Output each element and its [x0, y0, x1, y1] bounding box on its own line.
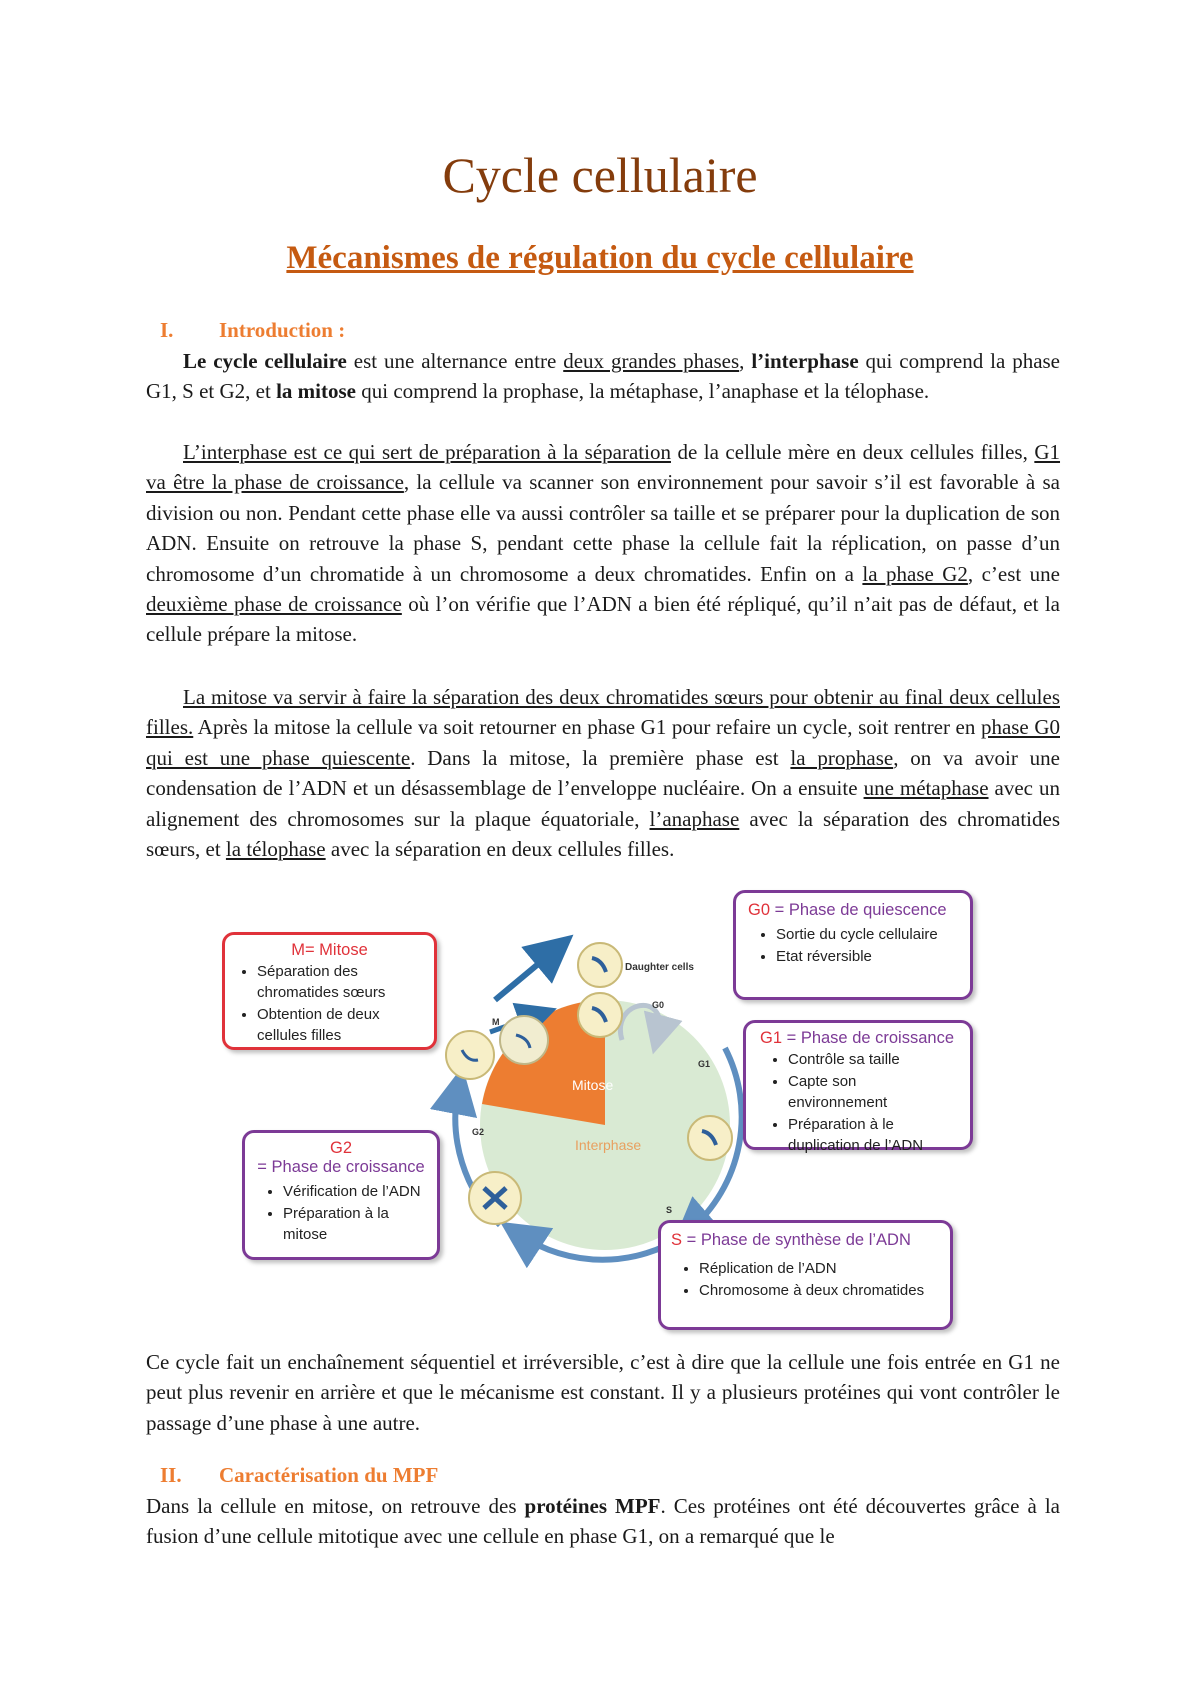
interphase-label: Interphase [575, 1137, 642, 1153]
paragraph-intro-2: L’interphase est ce qui sert de préparation à la séparation de la cellule mère en deux cellules filles, G1 va être la phase de croissance, la cellule va scanner son environnement pour savoir s’il est favorable à sa division ou non. Pendant cette phase elle va aussi contrôler sa taille et se préparer pour la duplication de son ADN. Ensuite on retrouve la phase S, pendant cette phase la cellule fait la réplication, on passe d’un chromosome d’un chromatide à un chromosome a deux chromatides. Enfin on a la phase G2, c’est une deuxième phase de croissance où l’on vérifie que l’ADN a bien été répliqué, qu’il n’ait pas de défaut, et la cellule prépare la mitose. [146, 440, 1061, 647]
g0-callout: G0 = Phase de quiescence • Sortie du cycle cellulaire • Etat réversible [733, 890, 973, 1000]
daughter-cells-label: Daughter cells [625, 962, 694, 973]
g2-callout: G2 = Phase de croissance • Vérification de l’ADN • Préparation à la mitose [242, 1130, 440, 1260]
g2-label: G2 [472, 1127, 485, 1137]
g1-cell [688, 1116, 732, 1160]
document-title: Cycle cellulaire [442, 147, 758, 203]
callout-item: • Obtention de deux cellules filles [257, 1004, 424, 1046]
paragraph-intro-4: Ce cycle fait un enchaînement séquentiel et irréversible, c’est à dire que la cellule une fois entrée en G1 ne peut plus revenir en arrière et que le mécanisme est constant. Il y a plusieurs protéines qui vont contrôler le passage d’une phase à une autre. [146, 1350, 1060, 1435]
mitotic-cell [446, 1031, 494, 1079]
s-callout: S = Phase de synthèse de l’ADN • Réplication de l’ADN • Chromosome à deux chromatides [658, 1220, 953, 1330]
daughter-cell [578, 993, 622, 1037]
g0-label: G0 [652, 1000, 665, 1010]
callout-item: • Capte son environnement [788, 1071, 956, 1113]
section-number: II. [160, 1463, 182, 1487]
section-title: Introduction : [219, 318, 346, 342]
section-heading-mpf [160, 1463, 438, 1488]
callout-title: M= Mitose [291, 941, 368, 959]
callout-item: • Réplication de l’ADN [699, 1258, 940, 1279]
mitose-callout [222, 932, 437, 1050]
callout-item: • Contrôle sa taille [788, 1049, 956, 1070]
section-title: Caractérisation du MPF [219, 1463, 439, 1487]
cell-cycle-diagram [210, 890, 985, 1335]
callout-item: • Préparation à le duplication de l’ADN [788, 1114, 956, 1156]
callout-item: • Vérification de l’ADN [283, 1181, 427, 1202]
mitose-label: Mitose [572, 1077, 614, 1093]
section-heading-introduction [160, 318, 345, 343]
section-number: I. [160, 318, 174, 342]
callout-item: • Chromosome à deux chromatides [699, 1280, 940, 1301]
m-label: M [492, 1017, 500, 1027]
document-subtitle: Mécanismes de régulation du cycle cellulaire [286, 240, 914, 276]
callout-item: • Etat réversible [776, 946, 958, 967]
s-label: S [666, 1205, 673, 1215]
paragraph-intro-1: Le cycle cellulaire est une alternance entre deux grandes phases, l’interphase qui comprend la phase G1, S et G2, et la mitose qui comprend la prophase, la métaphase, l’anaphase et la télophase. [146, 349, 1061, 404]
g1-label: G1 [698, 1059, 711, 1069]
g1-callout: G1 = Phase de croissance • Contrôle sa taille • Capte son environnement • Préparation à le duplication de l’ADN [743, 1020, 973, 1150]
callout-item: • Sortie du cycle cellulaire [776, 924, 958, 945]
callout-item: • Préparation à la mitose [283, 1203, 427, 1245]
paragraph-intro-3: La mitose va servir à faire la séparation des deux chromatides sœurs pour obtenir au final deux cellules filles. Après la mitose la cellule va soit retourner en phase G1 pour refaire un cycle, soit rentrer en phase G0 qui est une phase quiescente. Dans la mitose, la première phase est la prophase, on va avoir une condensation de l’ADN et un désassemblage de l’enveloppe nucléaire. On a ensuite une métaphase avec un alignement des chromosomes sur la plaque équatoriale, l’anaphase avec la séparation des chromatides sœurs, et la télophase avec la séparation en deux cellules filles. [146, 685, 1060, 862]
paragraph-mpf-1: Dans la cellule en mitose, on retrouve des protéines MPF. Ces protéines ont été découvertes grâce à la fusion d’une cellule mitotique avec une cellule en phase G1, on a remarqué que le [146, 1494, 1060, 1549]
daughter-cell [578, 943, 622, 987]
callout-item: • Séparation des chromatides sœurs [257, 961, 424, 1003]
